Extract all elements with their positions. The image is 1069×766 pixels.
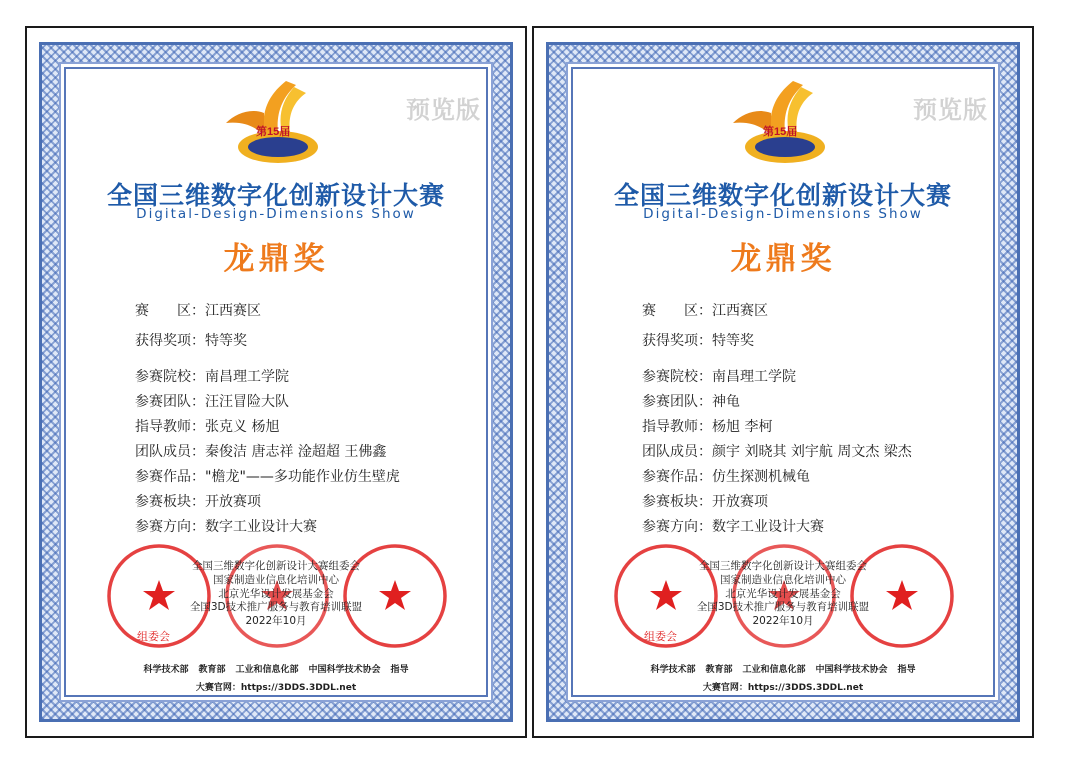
field-team: 参赛团队：汪汪冒险大队 [135,394,289,410]
field-members: 团队成员：颜宇 刘晓其 刘宇航 周文杰 梁杰 [642,444,912,460]
award-name: 龙鼎奖 [730,241,836,277]
field-section: 参赛板块：开放赛项 [135,494,261,510]
field-award-level: 获得奖项：特等奖 [642,333,754,349]
competition-title: 全国三维数字化创新设计大赛 [613,181,952,210]
seal-text-committee: 组委会 [137,631,170,643]
field-members: 团队成员：秦俊洁 唐志祥 淦超超 王佛鑫 [135,444,387,460]
field-section: 参赛板块：开放赛项 [642,494,768,510]
competition-title: 全国三维数字化创新设计大赛 [106,181,445,210]
field-school: 参赛院校：南昌理工学院 [135,369,289,385]
watermark-preview: 预览版 [913,95,988,124]
competition-subtitle: Digital-Design-Dimensions Show [136,206,416,222]
field-team: 参赛团队：神龟 [642,394,740,410]
field-region: 赛 区：江西赛区 [135,303,261,319]
field-advisor: 指导教师：张克义 杨旭 [135,419,280,435]
competition-logo [216,73,336,173]
field-direction: 参赛方向：数字工业设计大赛 [642,519,824,535]
organizers-block: 全国三维数字化创新设计大赛组委会 国家制造业信息化培训中心 北京光华设计发展基金会 全国3D技术推广服务与教育培训联盟 2022年10月 [189,560,363,628]
seal-text-committee: 组委会 [644,631,677,643]
award-name: 龙鼎奖 [223,241,329,277]
certificate-left [25,26,527,738]
organizers-block: 全国三维数字化创新设计大赛组委会 国家制造业信息化培训中心 北京光华设计发展基金会 全国3D技术推广服务与教育培训联盟 2022年10月 [696,560,870,628]
website-line: 大赛官网：https://3DDS.3DDL.net [702,683,864,693]
field-region: 赛 区：江西赛区 [642,303,768,319]
field-direction: 参赛方向：数字工业设计大赛 [135,519,317,535]
watermark-preview: 预览版 [406,95,481,124]
competition-subtitle: Digital-Design-Dimensions Show [643,206,923,222]
field-work: 参赛作品："檐龙"——多功能作业仿生壁虎 [135,469,400,485]
certificate-right [532,26,1034,738]
guidance-line: 科学技术部 教育部 工业和信息化部 中国科学技术协会 指导 [650,665,916,675]
competition-logo [723,73,843,173]
field-work: 参赛作品：仿生探测机械龟 [642,469,810,485]
field-award-level: 获得奖项：特等奖 [135,333,247,349]
field-school: 参赛院校：南昌理工学院 [642,369,796,385]
field-advisor: 指导教师：杨旭 李柯 [642,419,773,435]
guidance-line: 科学技术部 教育部 工业和信息化部 中国科学技术协会 指导 [143,665,409,675]
logo-edition-text: 第15届 [763,126,798,138]
website-line: 大赛官网：https://3DDS.3DDL.net [195,683,357,693]
logo-edition-text: 第15届 [256,126,291,138]
